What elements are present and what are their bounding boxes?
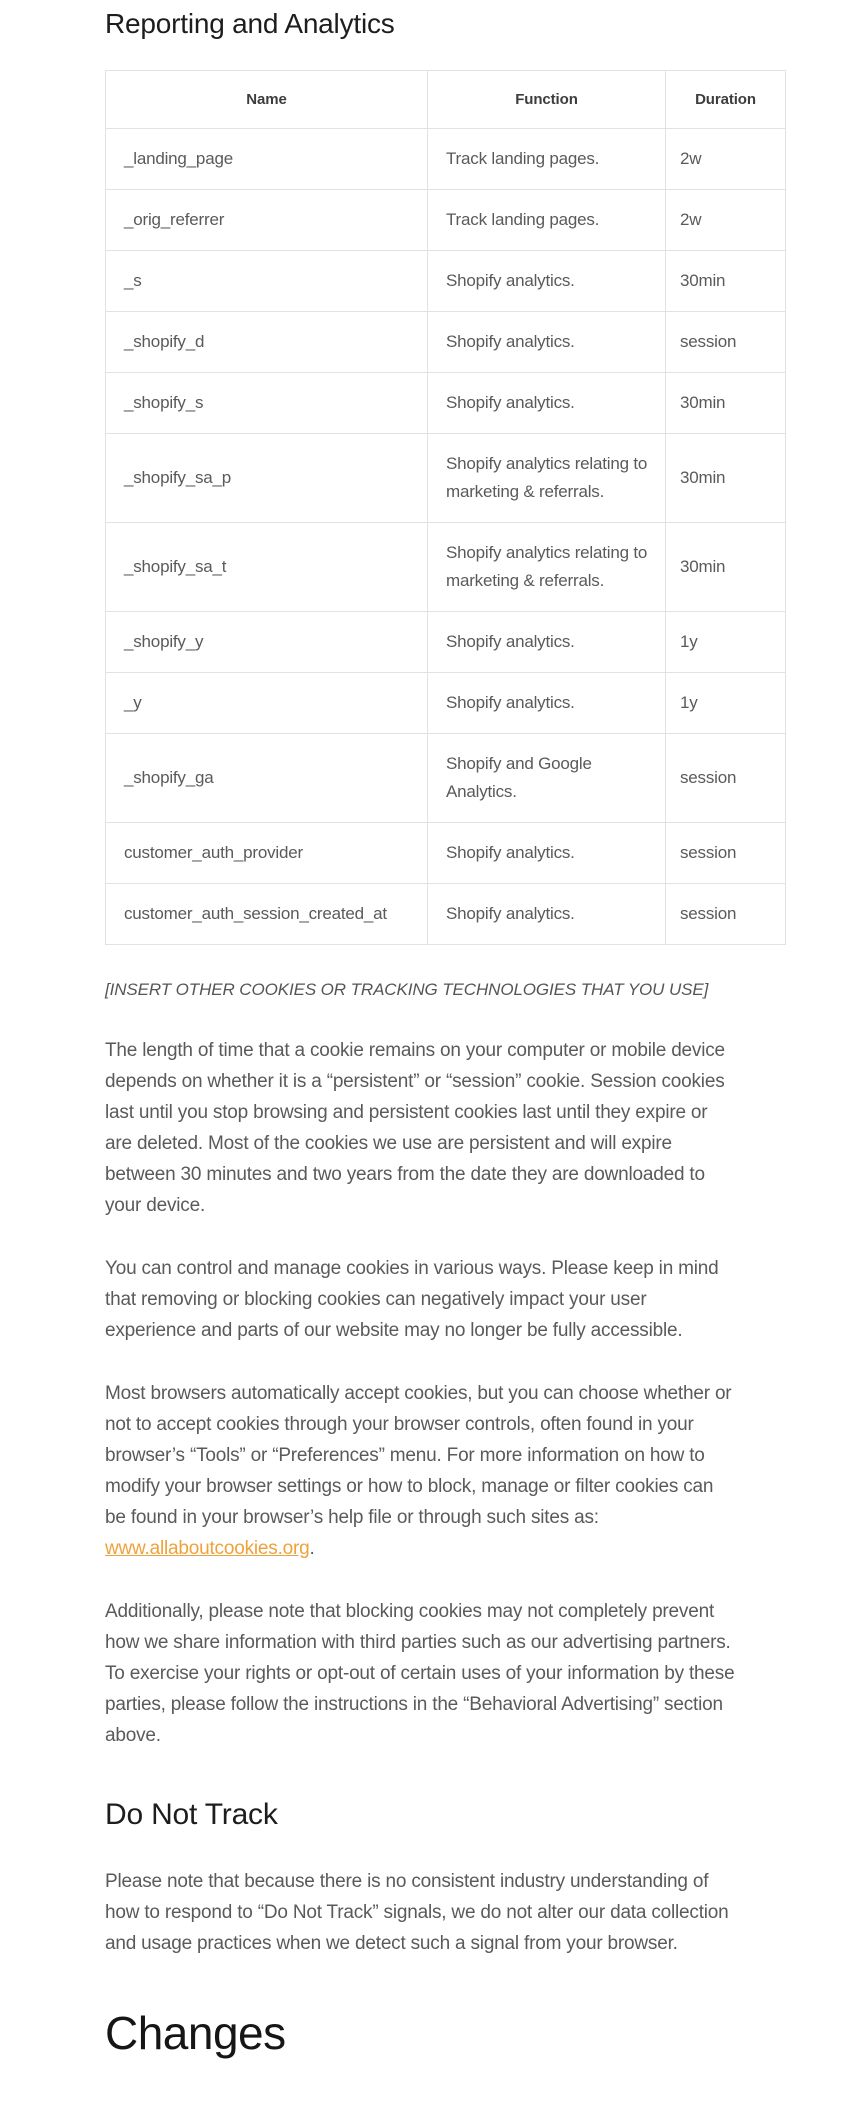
- table-header-row: [106, 71, 786, 129]
- paragraph-blocking-cookies: Additionally, please note that blocking cookies may not completely prevent how we share information with third parties such as our advertising partners. To exercise your rights or opt-out of certain uses of your information by these parties, please follow the instructions in the “Behavioral Advertising” section above.: [105, 1600, 735, 1746]
- table-row: [106, 523, 786, 612]
- column-header-duration: Duration: [666, 71, 786, 129]
- table-row: [106, 190, 786, 251]
- section-title-changes: Changes: [105, 2006, 286, 2059]
- table-row: [106, 884, 786, 945]
- cookie-name-cell: _shopify_ga: [106, 734, 428, 823]
- cookie-function-cell: Shopify analytics.: [428, 823, 666, 884]
- cookie-duration-cell: 30min: [666, 251, 786, 312]
- cookie-duration-cell: 30min: [666, 523, 786, 612]
- cookie-function-cell: Shopify analytics.: [428, 884, 666, 945]
- cookie-name-cell: _shopify_s: [106, 373, 428, 434]
- cookie-function-cell: Shopify analytics.: [428, 312, 666, 373]
- cookie-duration-cell: 2w: [666, 190, 786, 251]
- table-row: [106, 434, 786, 523]
- cookies-table: [105, 70, 786, 945]
- cookie-function-cell: Shopify analytics relating to marketing & referrals.: [428, 523, 666, 612]
- table-row: [106, 673, 786, 734]
- paragraph-cookie-duration: The length of time that a cookie remains on your computer or mobile device depends on whether it is a “persistent” or “session” cookie. Session cookies last until you stop browsing and persistent cookies last until they expire or are deleted. Most of the cookies we use are persistent and will expire between 30 minutes and two years from the date they are downloaded to your device.: [105, 1039, 725, 1216]
- cookie-name-cell: _shopify_d: [106, 312, 428, 373]
- column-header-name: Name: [106, 71, 428, 129]
- cookie-name-cell: _orig_referrer: [106, 190, 428, 251]
- cookies-table-head: [106, 71, 786, 129]
- cookie-function-cell: Shopify and Google Analytics.: [428, 734, 666, 823]
- cookie-duration-cell: session: [666, 312, 786, 373]
- cookie-name-cell: _shopify_sa_t: [106, 523, 428, 612]
- cookies-table-body: [106, 129, 786, 945]
- cookie-function-cell: Shopify analytics.: [428, 673, 666, 734]
- cookie-function-cell: Shopify analytics.: [428, 373, 666, 434]
- cookie-name-cell: _y: [106, 673, 428, 734]
- paragraph-browser-settings: [105, 1378, 737, 1564]
- allaboutcookies-link[interactable]: www.allaboutcookies.org: [105, 1537, 310, 1559]
- paragraph-control-cookies: You can control and manage cookies in various ways. Please keep in mind that removing or blocking cookies can negatively impact your user experience and parts of our website may no longer be fully accessible.: [105, 1257, 719, 1341]
- paragraph-browser-settings-text: Most browsers automatically accept cookies, but you can choose whether or not to accept cookies through your browser controls, often found in your browser’s “Tools” or “Preferences” menu. For more information on how to modify your browser settings or how to block, manage or filter cookies can be found in your browser’s help file or through such sites as:: [105, 1382, 732, 1528]
- table-row: [106, 251, 786, 312]
- table-row: [106, 373, 786, 434]
- table-row: [106, 612, 786, 673]
- cookie-function-cell: Shopify analytics.: [428, 251, 666, 312]
- cookie-name-cell: _s: [106, 251, 428, 312]
- cookie-duration-cell: 1y: [666, 673, 786, 734]
- paragraph-browser-settings-period: .: [309, 1537, 315, 1559]
- cookie-function-cell: Shopify analytics.: [428, 612, 666, 673]
- cookie-name-cell: customer_auth_session_created_at: [106, 884, 428, 945]
- cookie-function-cell: Track landing pages.: [428, 129, 666, 190]
- cookie-duration-cell: 30min: [666, 434, 786, 523]
- cookie-duration-cell: session: [666, 884, 786, 945]
- cookie-duration-cell: 2w: [666, 129, 786, 190]
- cookie-duration-cell: session: [666, 734, 786, 823]
- section-title-reporting-analytics: Reporting and Analytics: [105, 8, 395, 39]
- cookie-duration-cell: 1y: [666, 612, 786, 673]
- cookie-name-cell: _landing_page: [106, 129, 428, 190]
- cookie-function-cell: Track landing pages.: [428, 190, 666, 251]
- cookie-name-cell: customer_auth_provider: [106, 823, 428, 884]
- insert-cookies-note: [INSERT OTHER COOKIES OR TRACKING TECHNOLOGIES THAT YOU USE]: [105, 980, 709, 1000]
- section-title-do-not-track: Do Not Track: [105, 1797, 278, 1831]
- table-row: [106, 129, 786, 190]
- table-row: [106, 312, 786, 373]
- paragraph-do-not-track: Please note that because there is no consistent industry understanding of how to respond to “Do Not Track” signals, we do not alter our data collection and usage practices when we detect such a signal from your browser.: [105, 1870, 729, 1954]
- table-row: [106, 734, 786, 823]
- cookie-function-cell: Shopify analytics relating to marketing & referrals.: [428, 434, 666, 523]
- cookie-name-cell: _shopify_y: [106, 612, 428, 673]
- column-header-function: Function: [428, 71, 666, 129]
- cookie-duration-cell: session: [666, 823, 786, 884]
- cookie-name-cell: _shopify_sa_p: [106, 434, 428, 523]
- cookie-duration-cell: 30min: [666, 373, 786, 434]
- table-row: [106, 823, 786, 884]
